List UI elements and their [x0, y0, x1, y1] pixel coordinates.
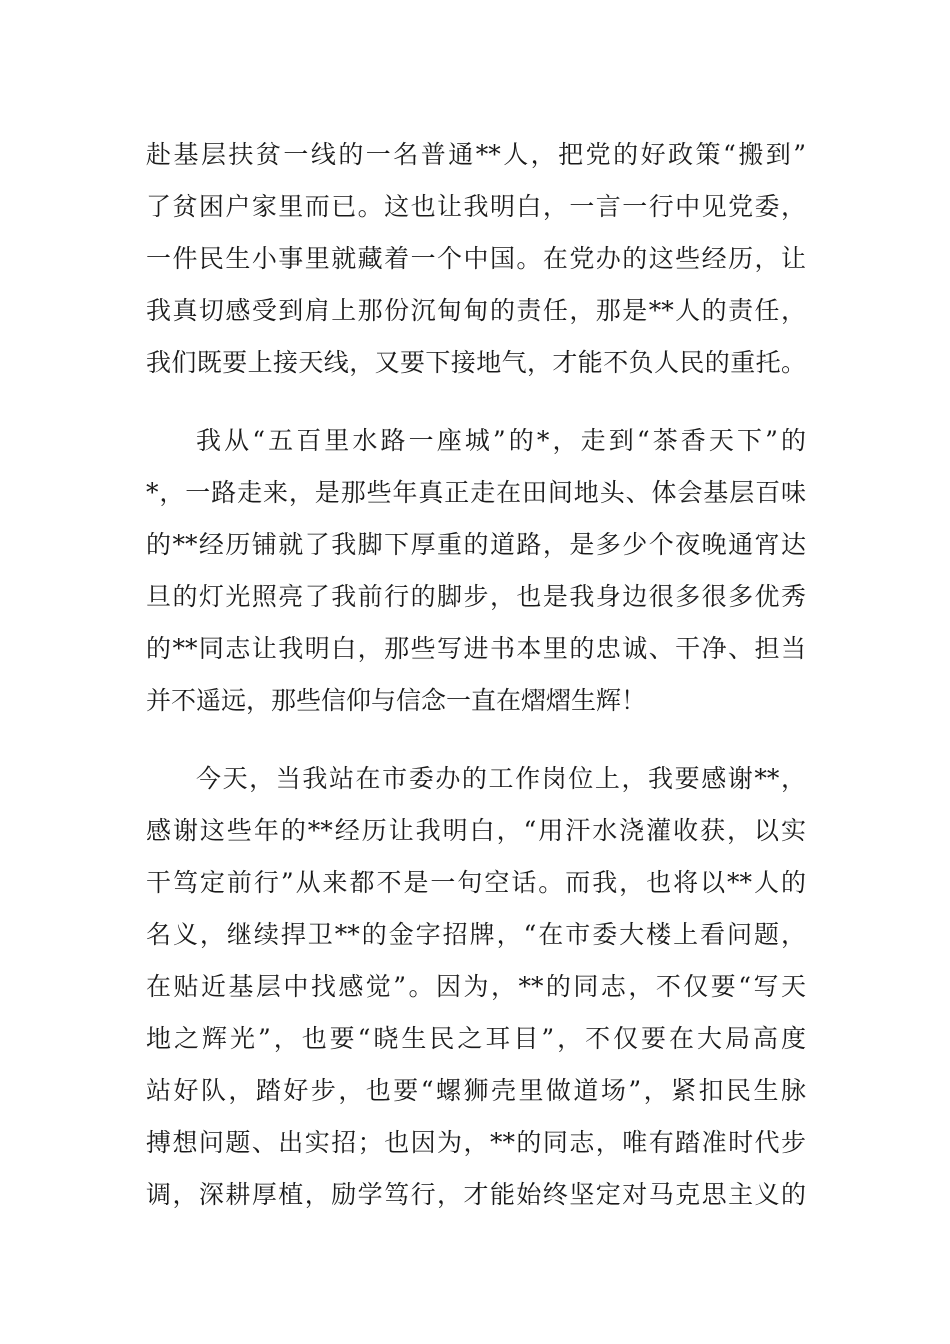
paragraph-3-line-4: 名义，继续捍卫**的金字招牌，“在市委大楼上看问题，: [146, 920, 806, 949]
paragraph-1-line-5: 我们既要上接天线，又要下接地气，才能不负人民的重托。: [146, 348, 806, 377]
paragraph-3-line-8: 搏想问题、出实招；也因为，**的同志，唯有踏准时代步: [146, 1128, 806, 1157]
paragraph-3-line-6: 地之辉光”，也要“晓生民之耳目”，不仅要在大局高度: [146, 1024, 806, 1053]
paragraph-3-line-2: 感谢这些年的**经历让我明白，“用汗水浇灌收获，以实: [146, 816, 806, 845]
paragraph-1-line-3: 一件民生小事里就藏着一个中国。在党办的这些经历，让: [146, 244, 806, 273]
paragraph-2-line-2: *，一路走来，是那些年真正走在田间地头、体会基层百味: [146, 478, 806, 507]
paragraph-3-line-7: 站好队，踏好步，也要“螺狮壳里做道场”，紧扣民生脉: [146, 1076, 806, 1105]
paragraph-2-line-5: 的**同志让我明白，那些写进书本里的忠诚、干净、担当: [146, 634, 806, 663]
paragraph-2-line-6: 并不遥远，那些信仰与信念一直在熠熠生辉！: [146, 686, 647, 715]
paragraph-1-line-1: 赴基层扶贫一线的一名普通**人，把党的好政策“搬到”: [146, 140, 806, 169]
paragraph-3-line-9: 调，深耕厚植，励学笃行，才能始终坚定对马克思主义的: [146, 1180, 806, 1209]
paragraph-3-line-1: 今天，当我站在市委办的工作岗位上，我要感谢**，: [196, 764, 806, 793]
paragraph-2-line-4: 旦的灯光照亮了我前行的脚步，也是我身边很多很多优秀: [146, 582, 806, 611]
paragraph-2-line-1: 我从“五百里水路一座城”的*，走到“茶香天下”的: [196, 426, 806, 455]
paragraph-1-line-2: 了贫困户家里而已。这也让我明白，一言一行中见党委，: [146, 192, 806, 221]
paragraph-3-line-3: 干笃定前行”从来都不是一句空话。而我，也将以**人的: [146, 868, 806, 897]
paragraph-2-line-3: 的**经历铺就了我脚下厚重的道路，是多少个夜晚通宵达: [146, 530, 806, 559]
paragraph-1-line-4: 我真切感受到肩上那份沉甸甸的责任，那是**人的责任，: [146, 296, 806, 325]
paragraph-3-line-5: 在贴近基层中找感觉”。因为，**的同志，不仅要“写天: [146, 972, 806, 1001]
